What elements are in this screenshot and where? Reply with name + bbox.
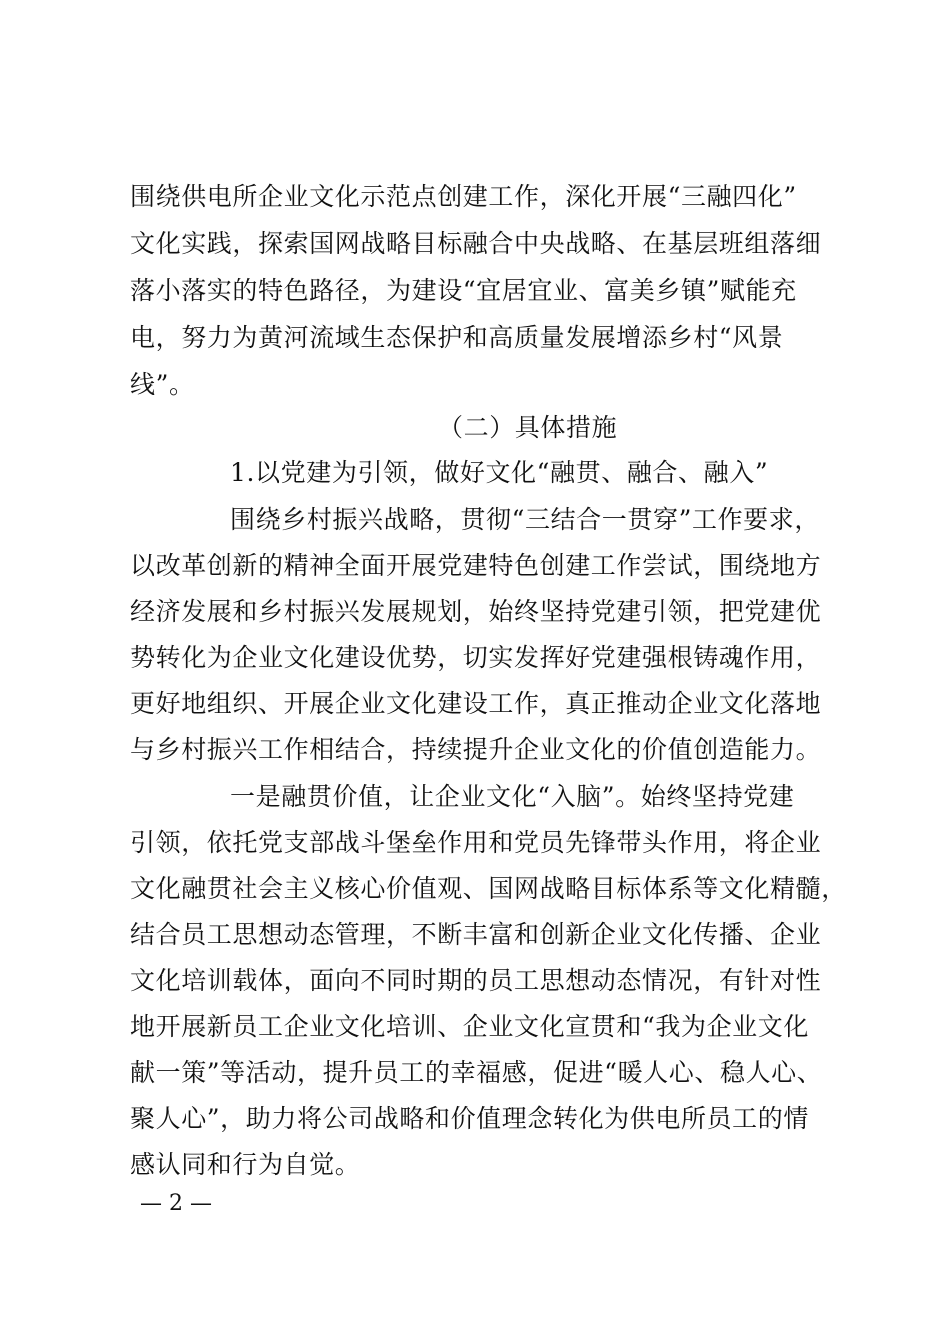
body-text-line: 线”。: [130, 370, 195, 399]
body-text-line: 落小落实的特色路径，为建设“宜居宜业、富美乡镇”赋能充: [130, 276, 797, 305]
body-text-line: 电，努力为黄河流域生态保护和高质量发展增添乡村“风景: [130, 323, 784, 352]
body-text-line: 结合员工思想动态管理，不断丰富和创新企业文化传播、企业: [130, 920, 822, 949]
body-text-line: 聚人心”，助力将公司战略和价值理念转化为供电所员工的情: [130, 1104, 809, 1133]
body-text-line: 围绕乡村振兴战略，贯彻“三结合一贯穿”工作要求，: [230, 505, 820, 534]
body-text-line: 一是融贯价值，让企业文化“入脑”。始终坚持党建: [230, 782, 795, 811]
body-text-line: 感认同和行为自觉。: [130, 1150, 361, 1179]
subheading: 1.以党建为引领，做好文化“融贯、融合、融入”: [230, 458, 769, 487]
body-text-line: 围绕供电所企业文化示范点创建工作，深化开展“三融四化”: [130, 182, 797, 211]
page-number: — 2 —: [140, 1191, 212, 1216]
body-text-line: 文化融贯社会主义核心价值观、国网战略目标体系等文化精髓，: [130, 874, 847, 903]
body-text-line: 引领，依托党支部战斗堡垒作用和党员先锋带头作用，将企业: [130, 828, 822, 857]
body-text-line: 势转化为企业文化建设优势，切实发挥好党建强根铸魂作用，: [130, 643, 822, 672]
body-text-line: 经济发展和乡村振兴发展规划，始终坚持党建引领，把党建优: [130, 597, 822, 626]
body-text-line: 以改革创新的精神全面开展党建特色创建工作尝试，围绕地方: [130, 551, 822, 580]
body-text-line: 地开展新员工企业文化培训、企业文化宣贯和“我为企业文化: [130, 1012, 809, 1041]
body-text-line: 献一策”等活动，提升员工的幸福感，促进“暖人心、稳人心、: [130, 1058, 823, 1087]
body-text-line: 更好地组织、开展企业文化建设工作，真正推动企业文化落地: [130, 689, 822, 718]
section-heading: （二）具体措施: [438, 413, 618, 442]
body-text-line: 与乡村振兴工作相结合，持续提升企业文化的价值创造能力。: [130, 735, 822, 764]
body-text-line: 文化实践，探索国网战略目标融合中央战略、在基层班组落细: [130, 229, 822, 258]
body-text-line: 文化培训载体，面向不同时期的员工思想动态情况，有针对性: [130, 966, 822, 995]
